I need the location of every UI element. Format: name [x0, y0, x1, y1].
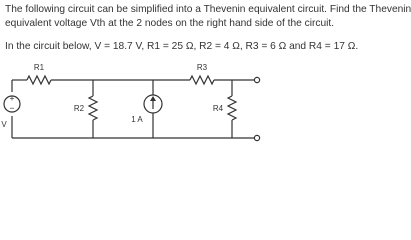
- problem-line-3: In the circuit below, V = 18.7 V, R1 = 25 Ω, R2 = 4 Ω, R3 = 6 Ω and R4 = 17 Ω.: [5, 41, 359, 52]
- top-wire: [12, 76, 254, 84]
- terminal-top: [254, 77, 259, 82]
- current-label: 1 A: [131, 115, 143, 124]
- problem-line-1: The following circuit can be simplified into a Thevenin equivalent circuit. Find the Thevenin: [5, 4, 411, 15]
- arrow-up-icon: [150, 96, 156, 101]
- terminal-bottom: [254, 135, 259, 140]
- current-source: [131, 80, 162, 138]
- r2-branch: [89, 80, 97, 138]
- voltage-source: [1, 80, 20, 138]
- minus-sign: −: [9, 103, 15, 113]
- r2-label: R2: [73, 104, 85, 113]
- r4-resistor: [228, 96, 236, 120]
- r4-label: R4: [212, 104, 224, 113]
- r2-resistor: [89, 96, 97, 120]
- r1-resistor: [27, 76, 51, 84]
- r4-branch: [228, 80, 236, 138]
- plus-sign: +: [9, 93, 15, 103]
- problem-line-2: equivalent voltage Vth at the 2 nodes on the right hand side of the circuit.: [5, 18, 335, 29]
- r1-label: R1: [33, 63, 45, 72]
- r3-resistor: [190, 76, 214, 84]
- r3-label: R3: [196, 63, 208, 72]
- v-label: V: [1, 120, 7, 129]
